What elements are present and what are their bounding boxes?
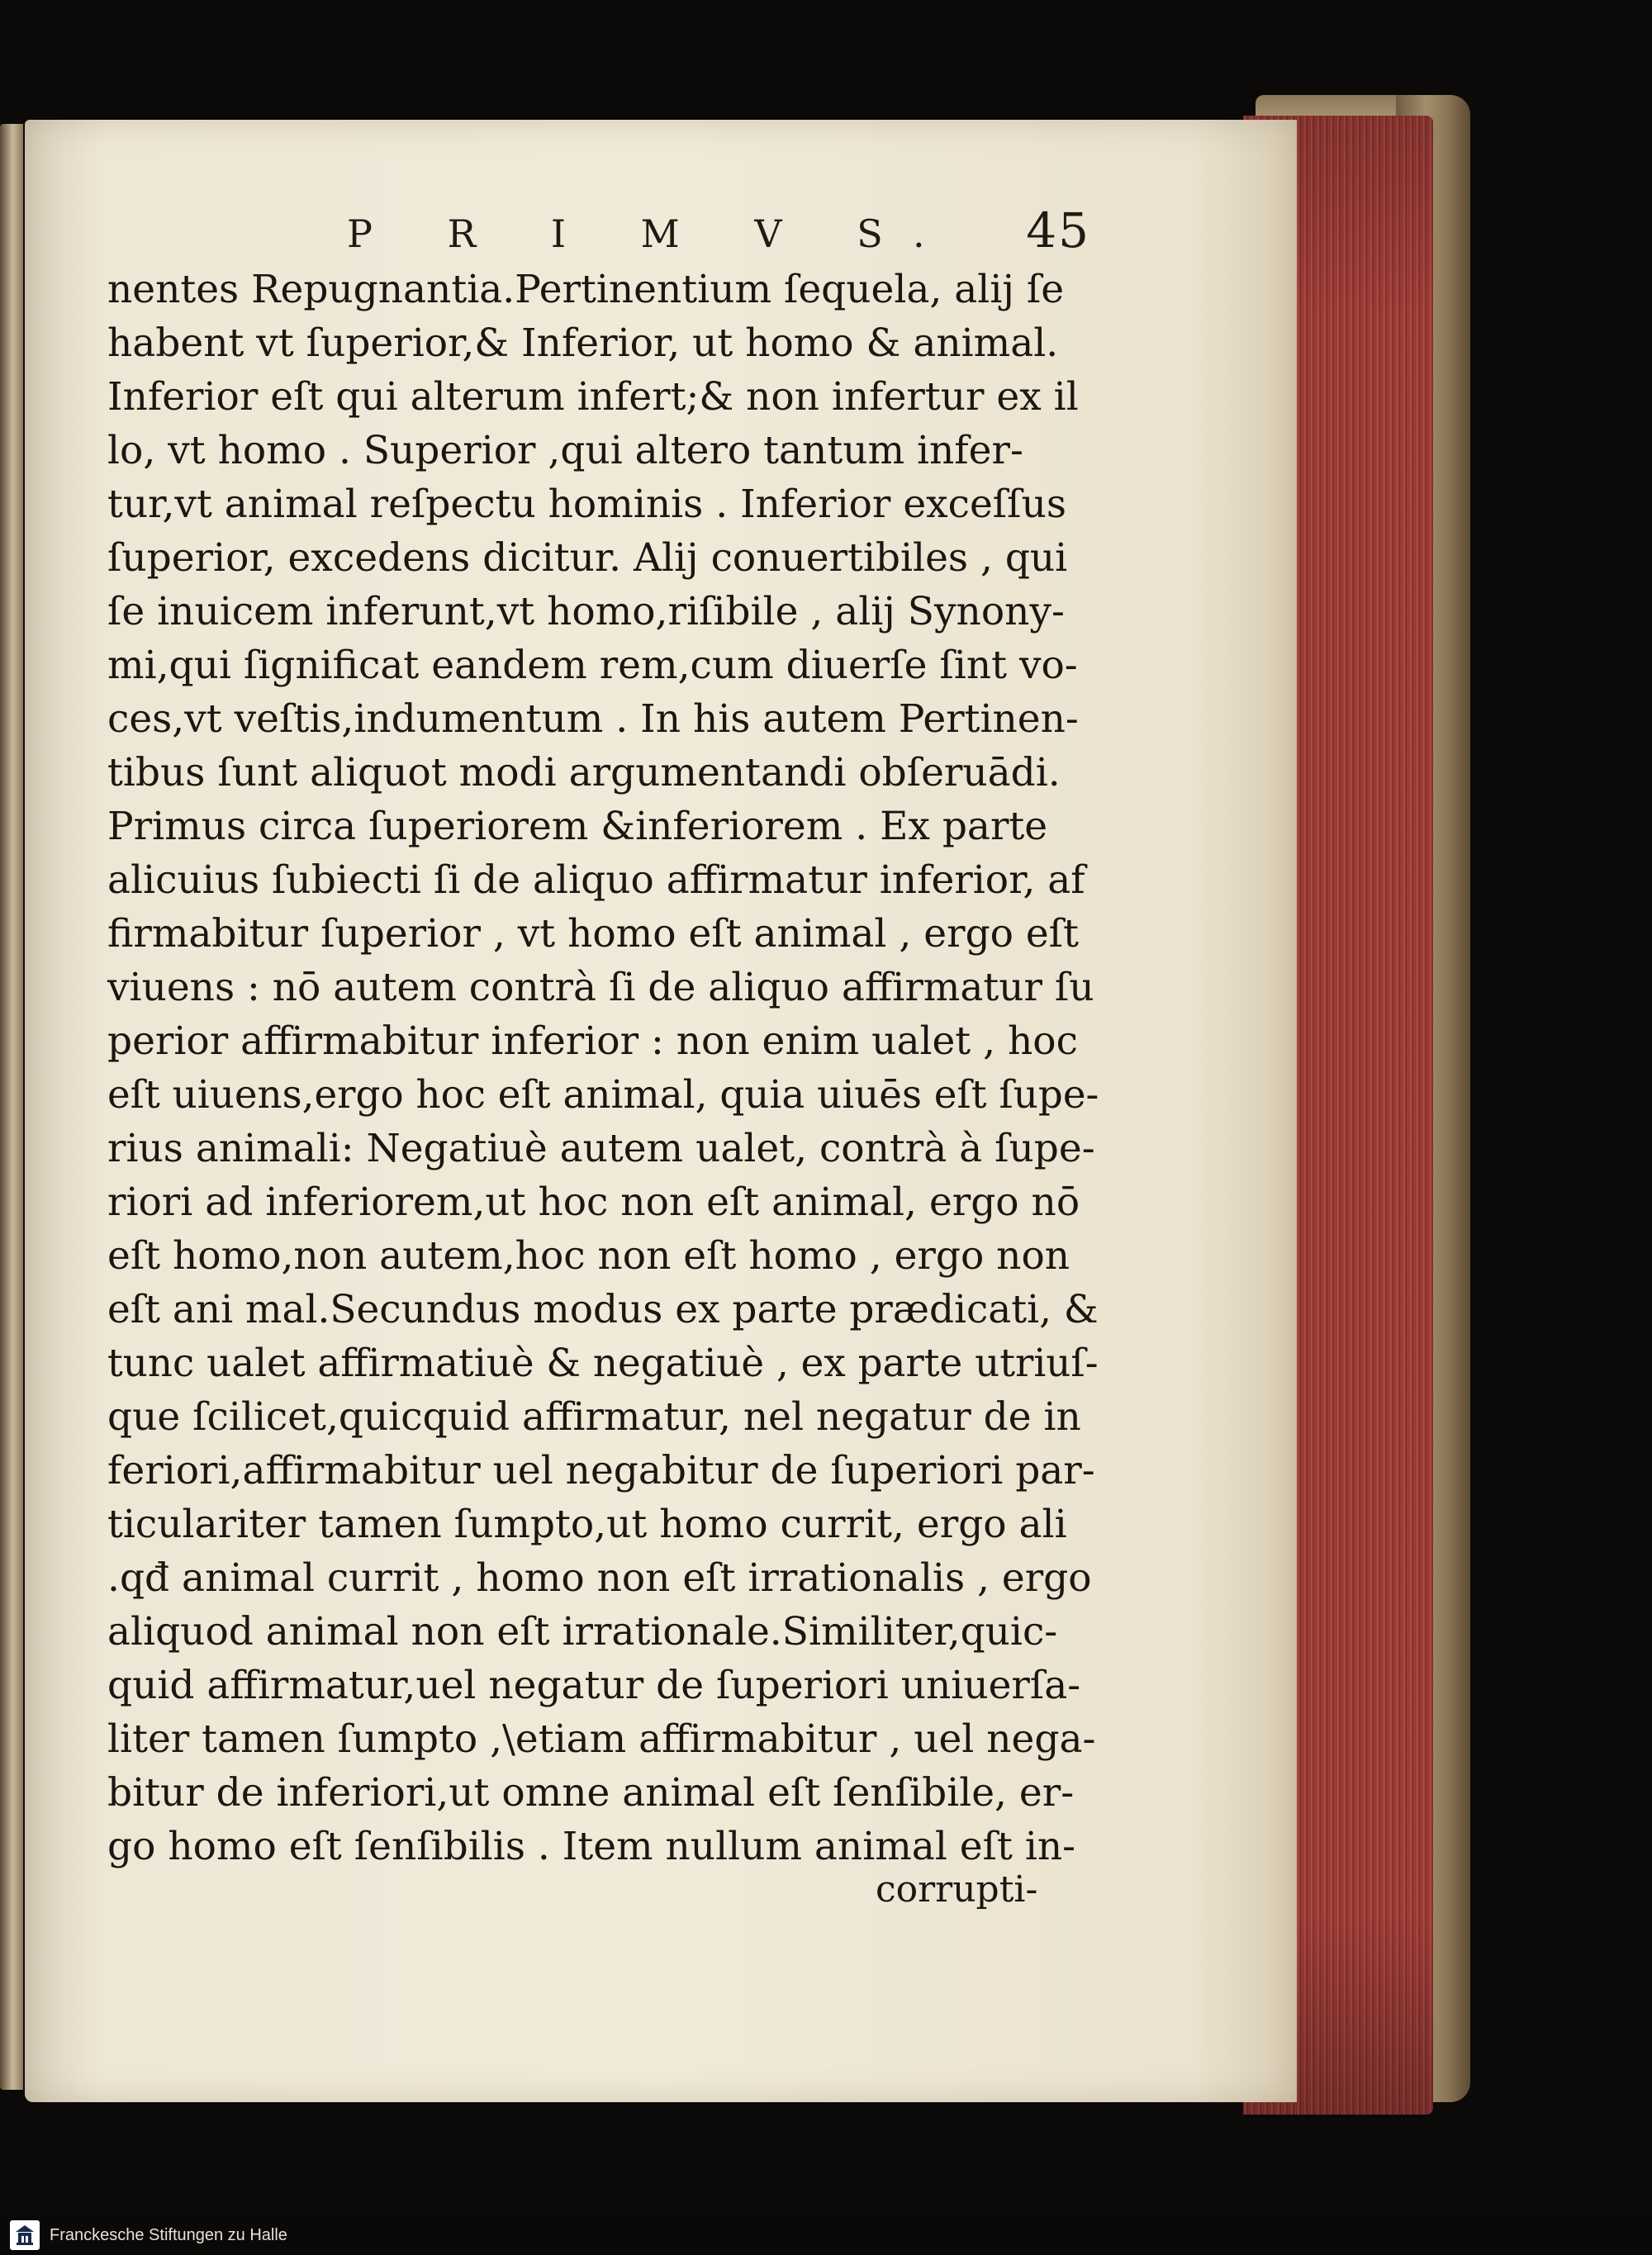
text-line: go homo eſt ſenſibilis . Item nullum animal eſt in-	[107, 1824, 1076, 1869]
text-line: Primus circa ſuperiorem &inferiorem . Ex parte	[107, 804, 1048, 849]
text-line: nentes Repugnantia.Pertinentium ſequela, alij ſe	[107, 267, 1065, 312]
text-line: eſt ani mal.Secundus modus ex parte prædicati, &	[107, 1287, 1099, 1332]
text-line: liter tamen ſumpto ,\etiam affirmabitur , uel nega-	[107, 1716, 1096, 1762]
text-line: ces,vt veſtis,indumentum . In his autem Pertinen-	[107, 696, 1079, 742]
building-icon	[14, 2224, 36, 2247]
text-line: aliquod animal non eſt irrationale.Similiter,quic-	[107, 1609, 1058, 1654]
text-line: quid affirmatur,uel negatur de ſuperiori uniuerſa-	[107, 1663, 1081, 1708]
facing-page-edge	[0, 124, 23, 2090]
text-line: ſe inuicem inferunt,vt homo,riſibile , alij Synony-	[107, 589, 1065, 634]
footer-bar	[0, 2215, 1652, 2255]
text-line: alicuius ſubiecti ſi de aliquo affirmatur inferior, af	[107, 857, 1085, 903]
text-line: .qđ animal currit , homo non eſt irrationalis , ergo	[107, 1555, 1092, 1601]
text-line: viuens : nō autem contrà ſi de aliquo affirmatur ſu	[107, 965, 1094, 1010]
text-line: tibus ſunt aliquot modi argumentandi obſeruādi.	[107, 750, 1061, 795]
text-line: eſt homo,non autem,hoc non eſt homo , ergo non	[107, 1233, 1070, 1279]
text-line: feriori,affirmabitur uel negabitur de ſuperiori par-	[107, 1448, 1095, 1493]
text-line: tunc ualet affirmatiuè & negatiuè , ex parte utriuſ-	[107, 1341, 1099, 1386]
running-header	[347, 202, 1090, 260]
text-line: que ſcilicet,quicquid affirmatur, nel negatur de in	[107, 1394, 1081, 1440]
text-line: ſuperior, excedens dicitur. Alij conuertibiles , qui	[107, 535, 1068, 581]
body-text	[107, 263, 1099, 1873]
text-line: Inferior eſt qui alterum infert;& non infertur ex il	[107, 374, 1079, 420]
text-line: ticulariter tamen ſumpto,ut homo currit, ergo ali	[107, 1502, 1067, 1547]
running-title: P R I M V S.	[347, 211, 957, 256]
text-line: eſt uiuens,ergo hoc eſt animal, quia uiuēs eſt ſupe-	[107, 1072, 1099, 1118]
catchword: corrupti-	[876, 1868, 1038, 1911]
text-line: tur,vt animal reſpectu hominis . Inferior exceſſus	[107, 482, 1066, 527]
text-line: perior affirmabitur inferior : non enim ualet , hoc	[107, 1018, 1078, 1064]
text-line: rius animali: Negatiuè autem ualet, contrà à ſupe-	[107, 1126, 1095, 1171]
institution-logo-icon	[10, 2220, 40, 2250]
page-number: 45	[1026, 202, 1090, 259]
text-line: lo, vt homo . Superior ,qui altero tantum infer-	[107, 428, 1023, 473]
institution-name: Franckesche Stiftungen zu Halle	[50, 2225, 287, 2244]
text-line: firmabitur ſuperior , vt homo eſt animal , ergo eſt	[107, 911, 1079, 957]
text-line: mi,qui ſignificat eandem rem,cum diuerſe ſint vo-	[107, 643, 1078, 688]
text-line: bitur de inferiori,ut omne animal eſt ſenſibile, er-	[107, 1770, 1075, 1816]
text-line: riori ad inferiorem,ut hoc non eſt animal, ergo nō	[107, 1180, 1080, 1225]
text-line: habent vt ſuperior,& Inferior, ut homo & animal.	[107, 320, 1059, 366]
